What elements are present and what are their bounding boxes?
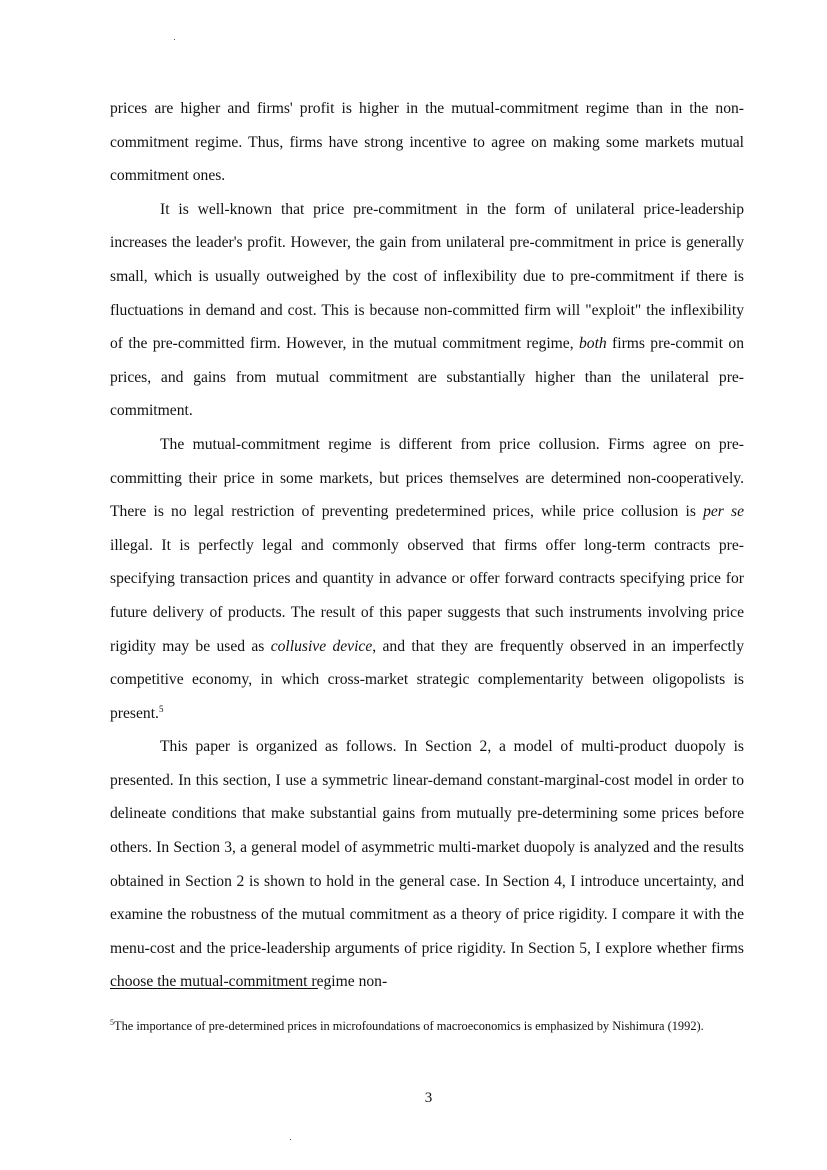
footnote-marker: 5 — [158, 703, 164, 714]
scan-speck — [174, 39, 175, 40]
paragraph — [110, 428, 744, 730]
paragraph-text: illegal. It is perfectly legal and commonly observed that firms offer long-term contracts pre-specifying transaction prices and quantity in advance or offer forward contracts specifying price for future delivery of products. The result of this paper suggests that such instruments involving price rigidity may be used as — [110, 536, 744, 655]
paragraph-text: firms pre-commit on prices, and gains from mutual commitment are substantially higher than the unilateral pre-commitment. — [110, 335, 744, 420]
footnote-number: 5 — [110, 1017, 114, 1027]
body-text — [110, 92, 744, 999]
footnote — [110, 1018, 750, 1035]
footnote-rule — [110, 988, 318, 989]
paragraph — [110, 193, 744, 428]
emphasis-text: both — [578, 335, 607, 353]
emphasis-text: collusive device — [270, 637, 373, 655]
emphasis-text: per se — [703, 503, 744, 521]
page-number: 3 — [424, 1090, 433, 1106]
paragraph-text: This paper is organized as follows. In Section 2, a model of multi-product duopoly is presented. In this section, I use a symmetric linear-demand constant-marginal-cost model in order to delineate conditions that make substantial gains from mutually pre-determining some prices before others. In Section 3, a general model of asymmetric multi-market duopoly is analyzed and the results obtained in Section 2 is shown to hold in the general case. In Section 4, I introduce uncertainty, and examine the robustness of the mutual commitment as a theory of price rigidity. I compare it with the menu-cost and the price-leadership arguments of price rigidity. In Section 5, I explore whether firms choose the mutual-commitment regime non- — [110, 738, 744, 991]
paragraph — [110, 730, 744, 999]
footnote-text: The importance of pre-determined prices in microfoundations of macroeconomics is emphasized by Nishimura (1992). — [114, 1019, 704, 1033]
paragraph-text: prices are higher and firms' profit is higher in the mutual-commitment regime than in the non-commitment regime. Thus, firms have strong incentive to agree on making some markets mutual commitment ones. — [110, 100, 744, 185]
paragraph-text: It is well-known that price pre-commitment in the form of unilateral price-leadership increases the leader's profit. However, the gain from unilateral pre-commitment in price is generally small, which is usually outweighed by the cost of inflexibility due to pre-commitment if there is fluctuations in demand and cost. This is because non-committed firm will "exploit" the inflexibility of the pre-committed firm. However, in the mutual commitment regime, — [110, 200, 744, 353]
paragraph — [110, 92, 744, 193]
paragraph-text: The mutual-commitment regime is different from price collusion. Firms agree on pre-committing their price in some markets, but prices themselves are determined non-cooperatively. There is no legal restriction of preventing predetermined prices, while price collusion is — [110, 435, 744, 521]
paragraph-text: , and that they are frequently observed in an imperfectly competitive economy, in which cross-market strategic complementarity between oligopolists is present. — [110, 637, 745, 722]
scan-speck — [290, 1139, 291, 1140]
